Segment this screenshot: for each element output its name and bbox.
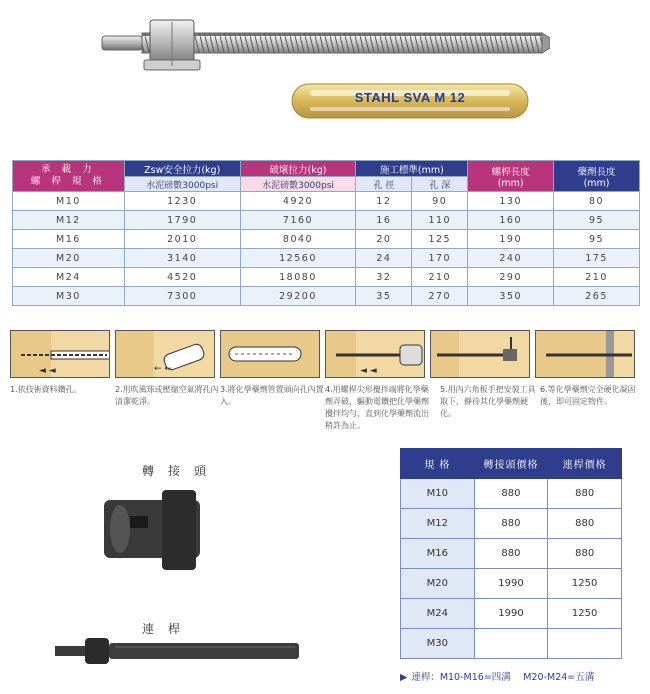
cell-dia: 24 xyxy=(356,249,412,268)
step-5-remove-tool-illustration xyxy=(430,330,530,378)
cell-size: M16 xyxy=(13,230,125,249)
table-row xyxy=(401,599,622,629)
svg-text:◄ ◄: ◄ ◄ xyxy=(39,366,56,376)
cell-depth: 90 xyxy=(412,192,468,211)
cell-adapter-price: 880 xyxy=(474,479,548,509)
sub-hole-diameter: 孔 徑 xyxy=(356,177,412,192)
cell-break: 12560 xyxy=(240,249,356,268)
table-row xyxy=(401,509,622,539)
step-4-text: 4.用螺桿尖形攪拌端將化學藥劑弄破，驅動電鑽把化學藥劑攪拌均勻，直到化學藥劑流出稍許為止。 xyxy=(325,385,429,430)
cell-size: M16 xyxy=(401,539,475,569)
cell-rod: 190 xyxy=(468,230,554,249)
sub-break-psi: 水泥磅數3000psi xyxy=(240,177,356,192)
cell-size: M10 xyxy=(401,479,475,509)
cell-dia: 35 xyxy=(356,287,412,306)
cell-adapter-price: 1990 xyxy=(474,599,548,629)
cell-size: M12 xyxy=(401,509,475,539)
cell-rod-price: 1250 xyxy=(548,569,622,599)
step-4-mix-illustration xyxy=(325,330,425,378)
cell-rod: 240 xyxy=(468,249,554,268)
table-row xyxy=(13,211,640,230)
extension-rod-image xyxy=(55,636,305,666)
cell-cap: 210 xyxy=(554,268,640,287)
adapter-title: 轉接頭 xyxy=(142,464,221,478)
cell-rod-price: 880 xyxy=(548,509,622,539)
table-row xyxy=(401,479,622,509)
cell-depth: 270 xyxy=(412,287,468,306)
cell-adapter-price: 880 xyxy=(474,539,548,569)
cell-adapter-price: 1990 xyxy=(474,569,548,599)
corner-top-label: 承 載 力 xyxy=(41,164,96,176)
svg-text:◄ ◄: ◄ ◄ xyxy=(360,366,377,376)
footnote xyxy=(400,669,594,683)
cell-break: 4920 xyxy=(240,192,356,211)
cell-depth: 210 xyxy=(412,268,468,287)
step-1-drill-illustration xyxy=(10,330,110,378)
cell-cap: 95 xyxy=(554,230,640,249)
cell-safe: 7300 xyxy=(124,287,240,306)
cell-rod: 130 xyxy=(468,192,554,211)
step-1-text: 1.依技術資料鑽孔。 xyxy=(10,385,82,394)
col-size: 規 格 xyxy=(401,449,475,479)
step-3-text: 3.將化學藥劑管置頭向孔內置入。 xyxy=(220,385,324,406)
cell-safe: 3140 xyxy=(124,249,240,268)
step-2-clean-illustration xyxy=(115,330,215,378)
cell-rod-price: 1250 xyxy=(548,599,622,629)
cell-dia: 16 xyxy=(356,211,412,230)
cell-cap: 80 xyxy=(554,192,640,211)
table-row xyxy=(13,249,640,268)
table-row xyxy=(401,539,622,569)
cell-break: 18080 xyxy=(240,268,356,287)
spec-corner-header xyxy=(13,161,125,192)
cell-safe: 1230 xyxy=(124,192,240,211)
step-6-text: 6.等化學藥劑完全硬化凝固後，即可固定物件。 xyxy=(540,385,636,406)
cell-safe: 4520 xyxy=(124,268,240,287)
price-table xyxy=(400,448,622,659)
corner-bottom-label: 螺 桿 規 格 xyxy=(30,176,106,187)
table-row xyxy=(13,230,640,249)
cell-safe: 1790 xyxy=(124,211,240,230)
adapter-image xyxy=(100,490,210,570)
cell-adapter-price: 880 xyxy=(474,509,548,539)
cell-break: 8040 xyxy=(240,230,356,249)
table-row xyxy=(13,268,640,287)
cell-dia: 20 xyxy=(356,230,412,249)
table-row xyxy=(401,629,622,659)
table-row xyxy=(401,569,622,599)
cell-dia: 32 xyxy=(356,268,412,287)
cell-rod-price: 880 xyxy=(548,539,622,569)
cell-break: 7160 xyxy=(240,211,356,230)
cell-size: M20 xyxy=(13,249,125,268)
col-rod-price: 連桿價格 xyxy=(548,449,622,479)
cell-rod: 290 xyxy=(468,268,554,287)
triangle-bullet-icon: ▶ xyxy=(400,672,408,683)
sub-hole-depth: 孔 深 xyxy=(412,177,468,192)
col-rod-length-unit: (mm) xyxy=(497,177,524,189)
col-rod-length-label: 螺桿長度 xyxy=(491,166,530,178)
footnote-text: 連桿：M10-M16=四溝 M20-M24=五溝 xyxy=(411,672,595,683)
cell-depth: 110 xyxy=(412,211,468,230)
cell-cap: 265 xyxy=(554,287,640,306)
step-2-text: 2.用吹風球或壓縮空氣將孔內清潔乾淨。 xyxy=(115,385,219,406)
threaded-rod-image xyxy=(100,16,550,78)
col-adapter-price: 轉接頭價格 xyxy=(474,449,548,479)
sub-safe-psi: 水泥磅數3000psi xyxy=(124,177,240,192)
cell-size: M12 xyxy=(13,211,125,230)
step-5-text: 5.用內六角板手把安裝工具取下，靜待其化學藥劑硬化。 xyxy=(440,385,536,418)
col-construction-standard: 施工標準(mm) xyxy=(356,161,468,177)
col-rod-length xyxy=(468,161,554,192)
col-capsule-length-label: 藥劑長度 xyxy=(577,166,616,178)
cell-depth: 170 xyxy=(412,249,468,268)
capsule-brand-label: STAHL SVA M 12 xyxy=(354,90,466,105)
cell-break: 29200 xyxy=(240,287,356,306)
table-row xyxy=(13,192,640,211)
spec-table xyxy=(12,160,640,306)
cell-rod: 350 xyxy=(468,287,554,306)
cell-rod-price: 880 xyxy=(548,479,622,509)
cell-rod-price xyxy=(548,629,622,659)
cell-size: M10 xyxy=(13,192,125,211)
cell-adapter-price xyxy=(474,629,548,659)
step-3-insert-capsule-illustration xyxy=(220,330,320,378)
col-capsule-length xyxy=(554,161,640,192)
extension-rod-title: 連桿 xyxy=(142,622,195,636)
cell-cap: 95 xyxy=(554,211,640,230)
cell-size: M24 xyxy=(401,599,475,629)
cell-size: M30 xyxy=(13,287,125,306)
col-safe-load: Zsw安全拉力(kg) xyxy=(124,161,240,177)
cell-size: M20 xyxy=(401,569,475,599)
col-capsule-length-unit: (mm) xyxy=(583,177,610,189)
cell-size: M30 xyxy=(401,629,475,659)
cell-dia: 12 xyxy=(356,192,412,211)
col-break-load: 破壞拉力(kg) xyxy=(240,161,356,177)
step-6-fix-object-illustration xyxy=(535,330,635,378)
cell-depth: 125 xyxy=(412,230,468,249)
cell-rod: 160 xyxy=(468,211,554,230)
cell-safe: 2010 xyxy=(124,230,240,249)
svg-text:← ←: ← ← xyxy=(154,364,172,374)
cell-cap: 175 xyxy=(554,249,640,268)
cell-size: M24 xyxy=(13,268,125,287)
table-row xyxy=(13,287,640,306)
